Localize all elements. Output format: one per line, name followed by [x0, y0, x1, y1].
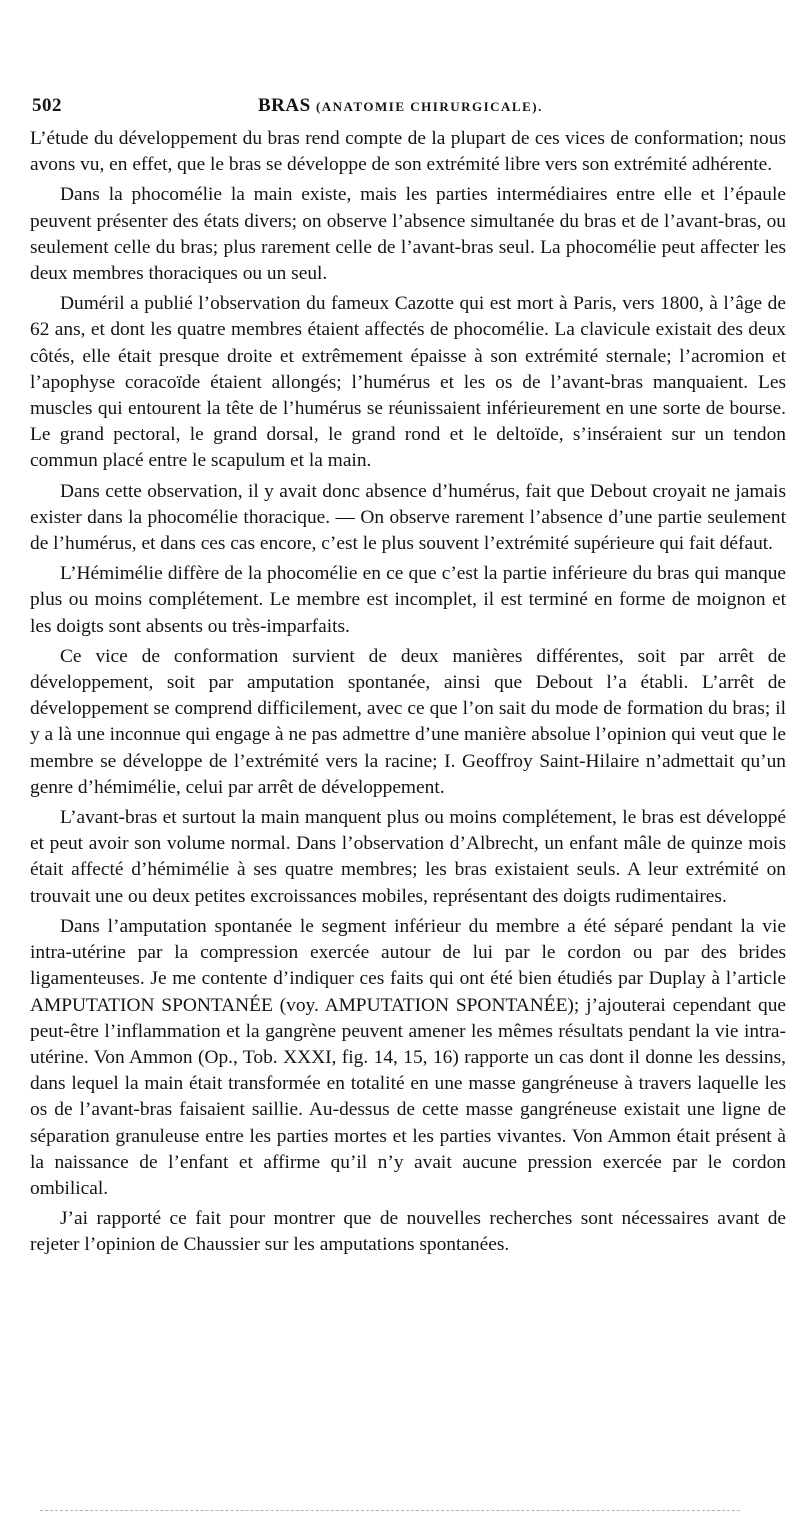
paragraph-4: Dans cette observation, il y avait donc absence d’humérus, fait que Debout croyait ne jamais exister dans la phocomélie thoracique. — On observe rarement l’absence d’une partie seulement de l’humérus, et dans ces cas encore, c’est le plus souvent l’extrémité supérieure qui fait défaut. [30, 480, 786, 555]
paragraph-1: L’étude du développement du bras rend compte de la plupart de ces vices de conformation; nous avons vu, en effet, que le bras se développe de son extrémité libre vers son extrémité adhérente. [30, 128, 786, 176]
footer-rule [40, 1510, 740, 1511]
running-title-sub: (ANATOMIE CHIRURGICALE). [315, 99, 543, 114]
running-title [258, 95, 543, 117]
paragraph-2: Dans la phocomélie la main existe, mais les parties intermédiaires entre elle et l’épaule peuvent présenter des états divers; on observe l’absence simultanée du bras et de l’avant-bras, ou seulement celle du bras; plus rarement celle de l’avant-bras seul. La phocomélie peut affecter les deux membres thoraciques ou un seul. [30, 184, 786, 285]
page-number: 502 [32, 95, 62, 116]
paragraph-8: Dans l’amputation spontanée le segment inférieur du membre a été séparé pendant la vie intra-utérine par la compression exercée autour de lui par le cordon ou par des brides ligamenteuses. Je me contente d’indiquer ces faits qui ont été bien étudiés par Duplay à l’article AMPUTATION SPONTANÉE (voy. AMPUTATION SPONTANÉE); j’ajouterai cependant que peut-être l’inflammation et la gangrène peuvent amener les mêmes résultats pendant la vie intra-utérine. Von Ammon (Op., Tob. XXXI, fig. 14, 15, 16) rapporte un cas dont il donne les dessins, dans lequel la main était transformée en totalité en une masse gangréneuse à travers laquelle les os de l’avant-bras faisaient saillie. Au-dessus de cette masse gangréneuse existait une ligne de séparation granuleuse entre les parties mortes et les parties vivantes. Von Ammon était présent à la naissance de l’enfant et affirme qu’il n’y avait aucune pression exercée par le cordon ombilical. [30, 915, 786, 1199]
paragraph-3: Duméril a publié l’observation du fameux Cazotte qui est mort à Paris, vers 1800, à l’âge de 62 ans, et dont les quatre membres étaient affectés de phocomélie. La clavicule existait des deux côtés, elle était presque droite et extrêmement épaisse à son extrémité sternale; l’acromion et l’apophyse coracoïde étaient allongés; l’humérus et les os de l’avant-bras manquaient. Les muscles qui entourent la tête de l’humérus se réunissaient inférieurement en une sorte de bourse. Le grand pectoral, le grand dorsal, le grand rond et le deltoïde, s’inséraient sur un tendon commun placé entre le scapulum et la main. [30, 293, 786, 472]
paragraph-9: J’ai rapporté ce fait pour montrer que de nouvelles recherches sont nécessaires avant de rejeter l’opinion de Chaussier sur les amputations spontanées. [30, 1208, 786, 1256]
running-title-main: BRAS [258, 95, 311, 116]
running-header [32, 95, 780, 123]
paragraph-6: Ce vice de conformation survient de deux manières différentes, soit par arrêt de développement, soit par amputation spontanée, ainsi que Debout l’a établi. L’arrêt de développement se comprend difficilement, avec ce que l’on sait du mode de formation du bras; il y a là une inconnue qui engage à ne pas admettre d’une manière absolue l’opinion qui veut que le membre se développe de l’extrémité vers la racine; I. Geoffroy Saint-Hilaire n’admettait qu’un genre d’hémimélie, celui par arrêt de développement. [30, 645, 786, 798]
paragraph-5: L’Hémimélie diffère de la phocomélie en ce que c’est la partie inférieure du bras qui manque plus ou moins complétement. Le membre est incomplet, il est terminé en forme de moignon et les doigts sont absents ou très-imparfaits. [30, 563, 786, 637]
body-text [30, 126, 786, 1263]
paragraph-7: L’avant-bras et surtout la main manquent plus ou moins complétement, le bras est développé et peut avoir son volume normal. Dans l’observation d’Albrecht, un enfant mâle de quinze mois était affecté d’hémimélie à ses quatre membres; les bras existaient seuls. A leur extrémité on trouvait une ou deux petites excroissances mobiles, représentant des doigts rudimentaires. [30, 807, 786, 907]
